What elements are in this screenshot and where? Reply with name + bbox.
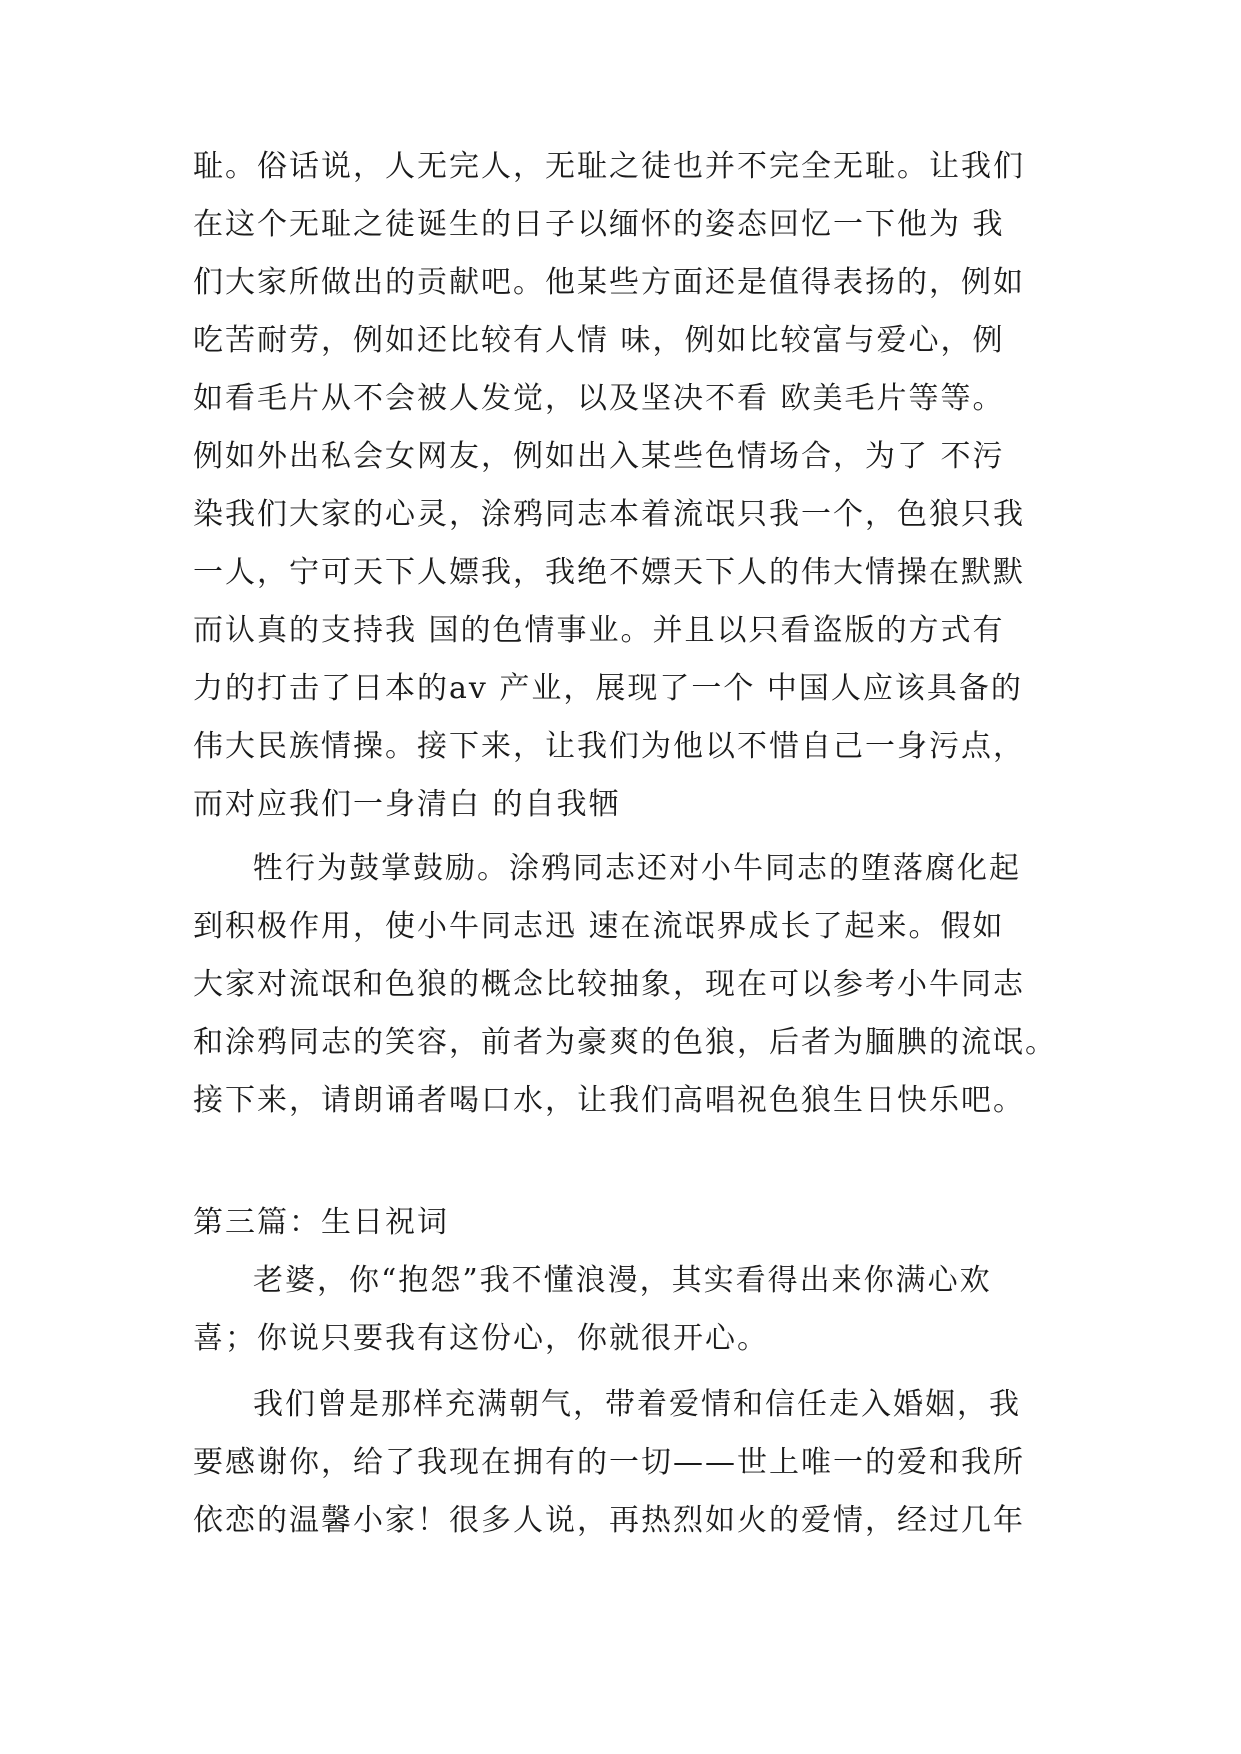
text-line: 伟大民族情操。接下来，让我们为他以不惜自己一身污点， [193, 729, 1025, 764]
text-line: 耻。俗话说，人无完人，无耻之徒也并不完全无耻。让我们 [193, 149, 1025, 184]
text-line: 们大家所做出的贡献吧。他某些方面还是值得表扬的，例如 [193, 265, 1025, 300]
text-line: 和涂鸦同志的笑容，前者为豪爽的色狼，后者为腼腆的流氓。 [193, 1025, 1057, 1060]
text-line: 一人，宁可天下人嫖我，我绝不嫖天下人的伟大情操在默默 [193, 555, 1025, 590]
text-line: 我们曾是那样充满朝气，带着爱情和信任走入婚姻，我 [253, 1387, 1021, 1422]
text-line: 喜；你说只要我有这份心，你就很开心。 [193, 1321, 769, 1356]
text-line: 牲行为鼓掌鼓励。涂鸦同志还对小牛同志的堕落腐化起 [253, 851, 1021, 886]
text-line: 而认真的支持我 国的色情事业。并且以只看盗版的方式有 [193, 613, 1005, 648]
text-line: 要感谢你，给了我现在拥有的一切——世上唯一的爱和我所 [193, 1445, 1025, 1480]
text-line: 而对应我们一身清白 的自我牺 [193, 787, 621, 822]
text-line: 老婆，你“抱怨”我不懂浪漫，其实看得出来你满心欢 [253, 1263, 992, 1298]
text-line: 到积极作用，使小牛同志迅 速在流氓界成长了起来。假如 [193, 909, 1005, 944]
text-line: 例如外出私会女网友，例如出入某些色情场合，为了 不污 [193, 439, 1005, 474]
section-heading: 第三篇：生日祝词 [193, 1205, 449, 1240]
text-line: 吃苦耐劳，例如还比较有人情 味，例如比较富与爱心，例 [193, 323, 1005, 358]
text-line: 力的打击了日本的av 产业，展现了一个 中国人应该具备的 [193, 671, 1023, 706]
text-line: 染我们大家的心灵，涂鸦同志本着流氓只我一个，色狼只我 [193, 497, 1025, 532]
text-line: 接下来，请朗诵者喝口水，让我们高唱祝色狼生日快乐吧。 [193, 1083, 1025, 1118]
text-line: 如看毛片从不会被人发觉，以及坚决不看 欧美毛片等等。 [193, 381, 1005, 416]
text-line: 大家对流氓和色狼的概念比较抽象，现在可以参考小牛同志 [193, 967, 1025, 1002]
text-line: 在这个无耻之徒诞生的日子以缅怀的姿态回忆一下他为 我 [193, 207, 1005, 242]
text-line: 依恋的温馨小家！很多人说，再热烈如火的爱情，经过几年 [193, 1503, 1025, 1538]
